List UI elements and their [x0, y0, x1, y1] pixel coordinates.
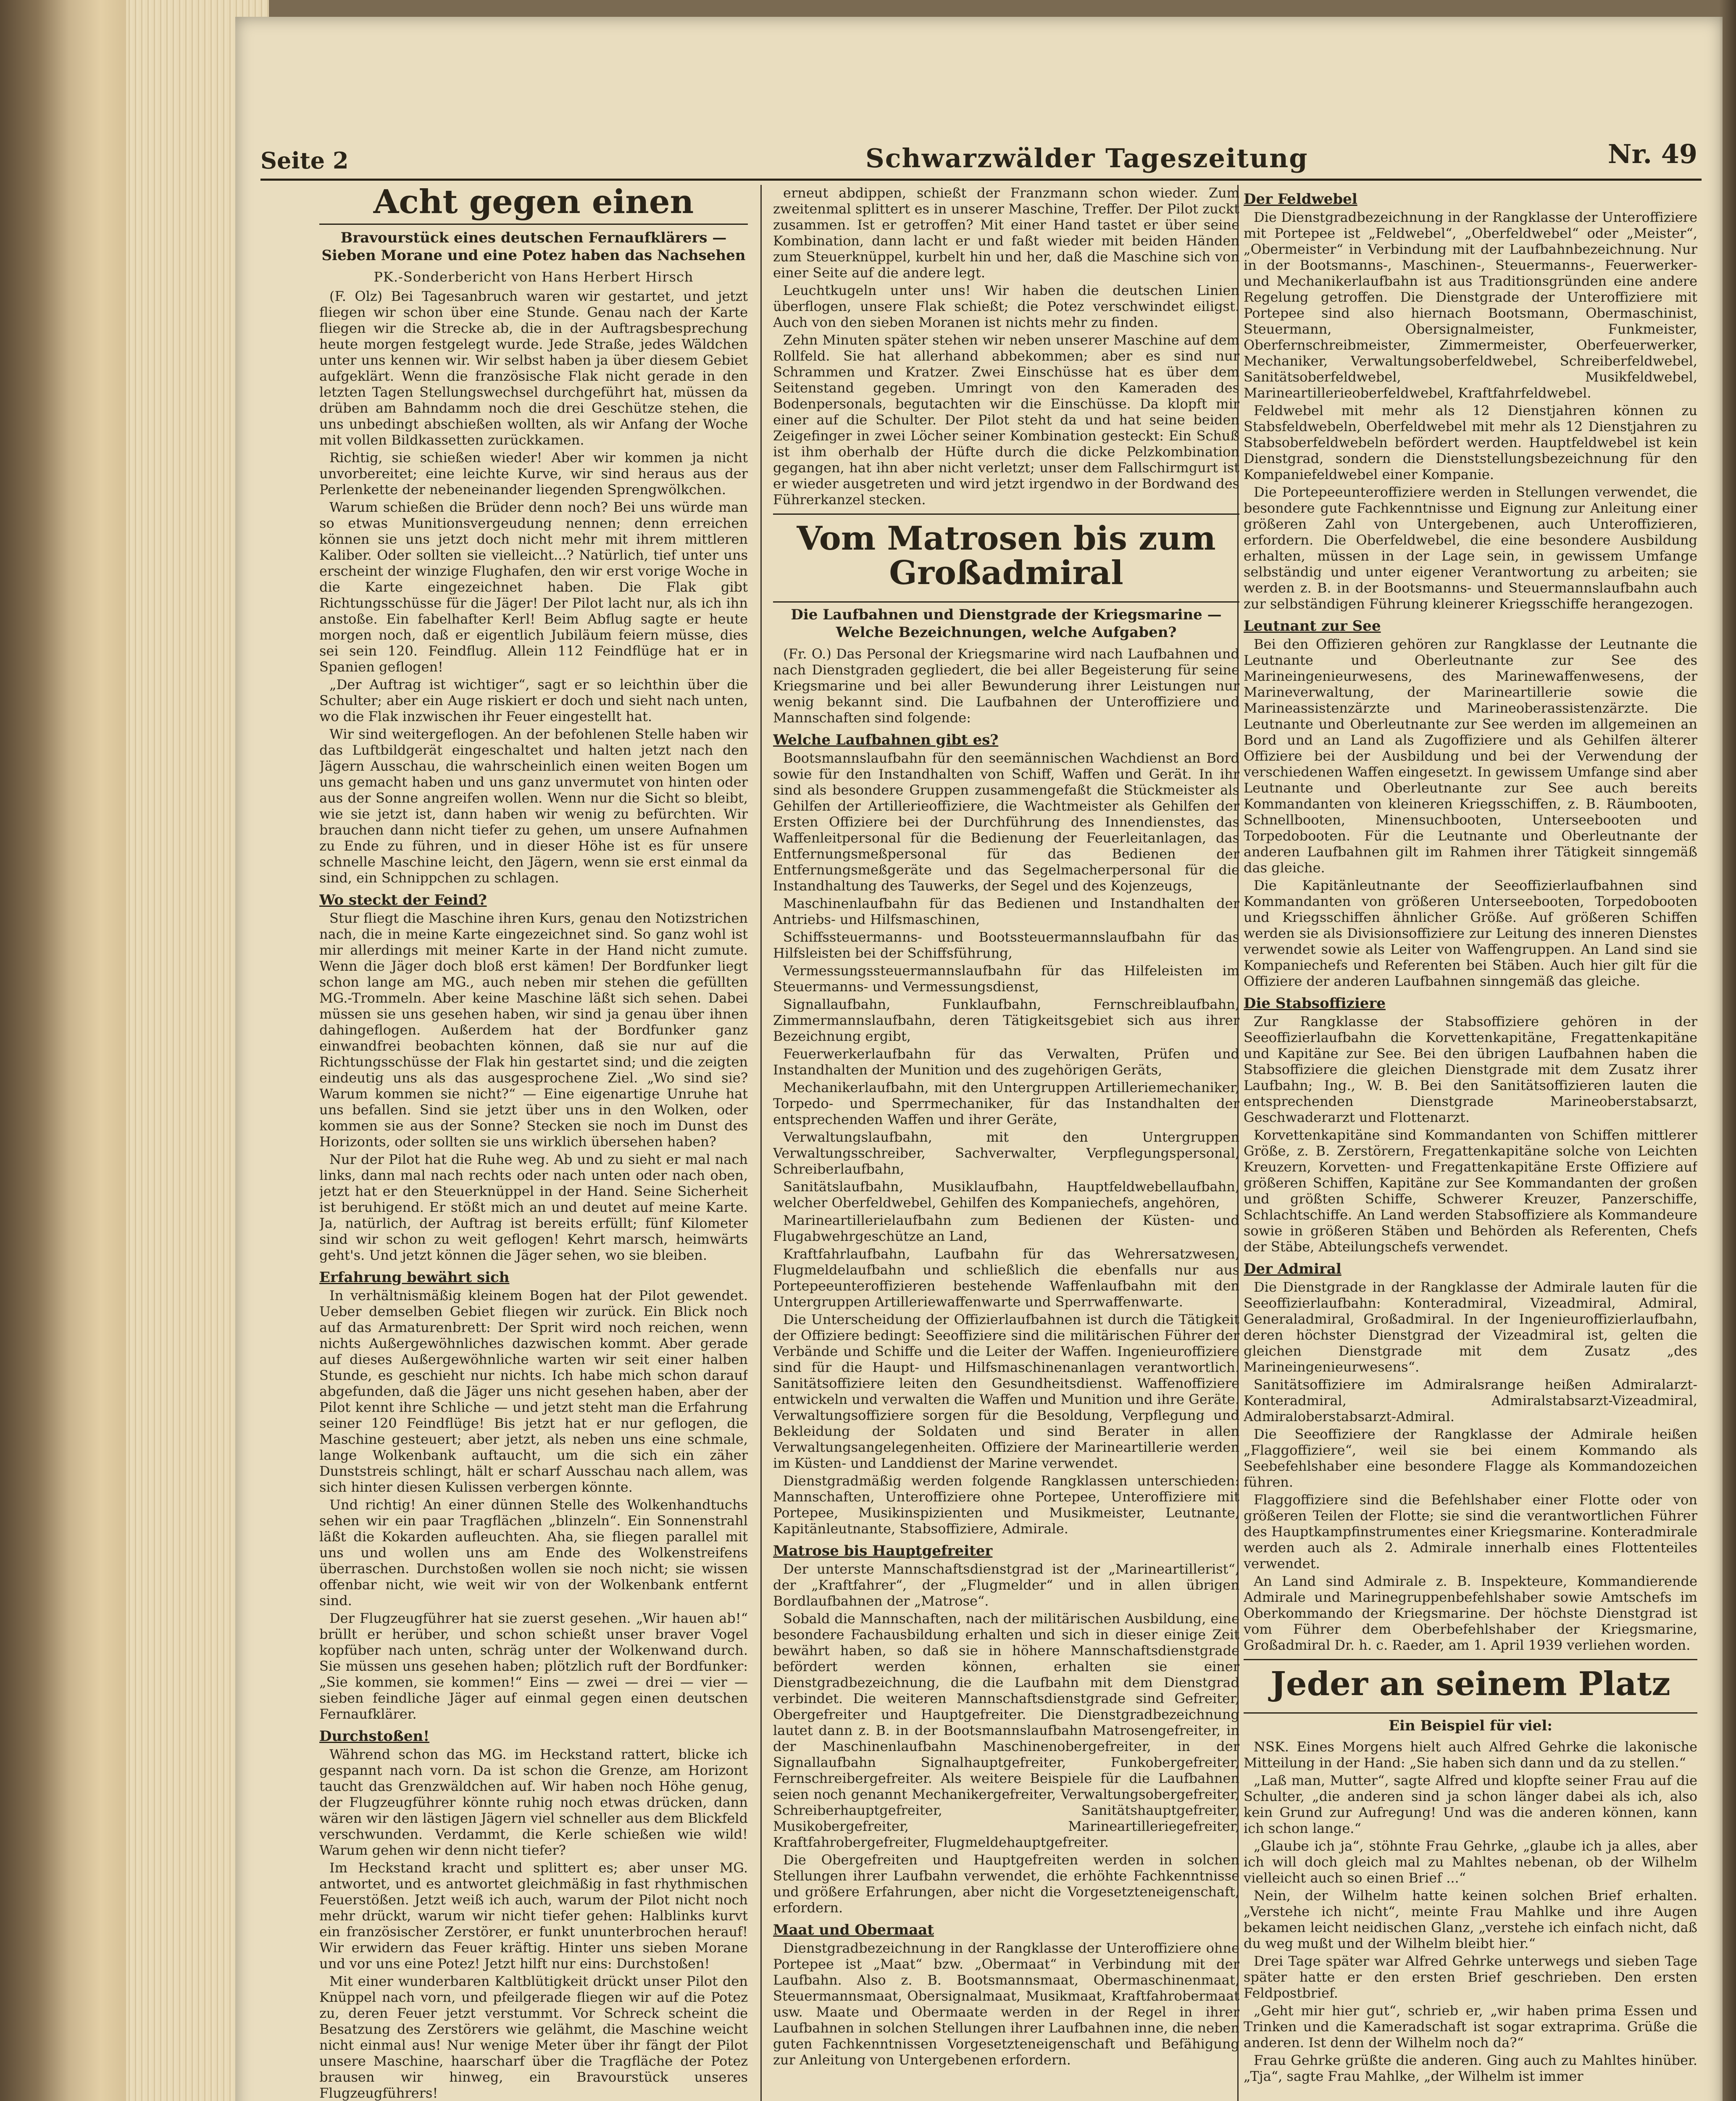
paragraph: Sanitätslaufbahn, Musiklaufbahn, Hauptfeldwebellaufbahn, welcher Oberfeldwebel, Gehilfen des Kompaniechefs, angehören,	[773, 1178, 1239, 1211]
paragraph: (F. Olz) Bei Tagesanbruch waren wir gestartet, und jetzt fliegen wir schon über eine Stunde. Genau nach der Karte fliegen wir die Strecke ab, die in der Auftragsbesprechung heute morgen festgelegt wurde. Jede Straße, jedes Wäldchen unter uns kennen wir. Wir selbst haben ja über diesem Gebiet aufgeklärt. Wenn die französische Flak nicht gerade in den letzten Tagen Stellungswechsel durchgeführt hat, müssen da drüben am Bahndamm noch die drei Geschütze stehen, die uns unbedingt abschießen wollten, als wir Anfang der Woche mit vollen Bildkassetten zurückkamen.	[319, 288, 748, 448]
paragraph: Die Kapitänleutnante der Seeoffizierlaufbahnen sind Kommandanten von größeren Unterseebooten, Torpedobooten und Kriegsschiffen ähnlicher Größe. Auf größeren Schiffen werden sie als Divisionsoffiziere zur Leitung des inneren Dienstes verwendet sowie als Leiter von Waffengruppen. An Land sind sie Kompaniechefs und Referenten bei Stäben. Auch hier gilt für die Offiziere der anderen Laufbahnen sinngemäß das gleiche.	[1244, 877, 1697, 989]
section-heading: Der Admiral	[1244, 1261, 1341, 1277]
page-header	[260, 139, 1714, 176]
header-rule	[260, 179, 1702, 181]
paragraph: Die Obergefreiten und Hauptgefreiten werden in solchen Stellungen ihrer Laufbahn verwendet, die erhöhte Fachkenntnisse und größere Erfahrungen, aber nicht die Vorgesetzteneigenschaft, erfordern.	[773, 1851, 1239, 1916]
paragraph: Der unterste Mannschaftsdienstgrad ist der „Marineartillerist“, der „Kraftfahrer“, der „Flugmelder“ und in allen übrigen Bordlaufbahnen der „Matrose“.	[773, 1561, 1239, 1609]
paragraph: Dienstgradbezeichnung in der Rangklasse der Unteroffiziere ohne Portepee ist „Maat“ bzw. „Obermaat“ in Verbindung mit der Laufbahn. Also z. B. Bootsmannsmaat, Obermaschinenmaat, Steuermannsmaat, Obersignalmaat, Musikmaat, Kraftfahrobermaat usw. Maate und Obermaate werden in der Regel in ihrer Laufbahnen in solchen Stellungen ihrer Laufbahnen inne, die neben guten Fachkenntnissen Vorgesetzteneigenschaft und Befähigung zur Anleitung von Untergebenen erfordern.	[773, 1940, 1239, 2068]
paragraph: Nur der Pilot hat die Ruhe weg. Ab und zu sieht er mal nach links, dann mal nach rechts oder nach unten oder nach oben, jetzt hat er den Steuerknüppel in der Hand. Seine Sicherheit ist beruhigend. Er stößt mich an und deutet auf meine Karte. Ja, natürlich, der Auftrag ist bereits erfüllt; fünf Kilometer sind wir schon zu weit geflogen! Kehrt marsch, heimwärts geht's. Und jetzt können die Jäger sehen, wo sie bleiben.	[319, 1151, 748, 1263]
paragraph: Richtig, sie schießen wieder! Aber wir kommen ja nicht unvorbereitet; eine leichte Kurve, wir sind heraus aus der Perlenkette der nebeneinander liegenden Sprengwölkchen.	[319, 449, 748, 498]
paragraph: „Laß man, Mutter“, sagte Alfred und klopfte seiner Frau auf die Schulter, „die anderen sind ja schon länger dabei als ich, also kein Grund zur Aufregung! Und was die anderen können, kann ich schon lange.“	[1244, 1772, 1697, 1837]
paragraph: Marineartillerielaufbahn zum Bedienen der Küsten- und Flugabwehrgeschütze an Land,	[773, 1212, 1239, 1244]
paragraph: Bei den Offizieren gehören zur Rangklasse der Leutnante die Leutnante und Oberleutnante zur See des Marineingenieurwesens, des Marinewaffenwesens, der Marineverwaltung, der Marineartillerie sowie die Marineassistenzärzte und Marineoberassistenzärzte. Die Leutnante und Oberleutnante zur See werden im allgemeinen an Bord und an Land als Zugoffiziere und als Gehilfen älterer Offiziere bei der Ausbildung und bei der Verwendung der verschiedenen Waffen eingesetzt. In gewissem Umfange sind aber Leutnante und Oberleutnante zur See auch bereits Kommandanten von kleineren Kriegsschiffen, z. B. Räumbooten, Schnellbooten, Minensuchbooten, Unterseebooten und Torpedobooten. Für die Leutnante und Oberleutnante der anderen Laufbahnen gilt im Rahmen ihrer Tätigkeit sinngemäß das gleiche.	[1244, 636, 1697, 876]
paragraph: Wir sind weitergeflogen. An der befohlenen Stelle haben wir das Luftbildgerät eingeschaltet und halten jetzt nach den Jägern Ausschau, die wahrscheinlich einen weiten Bogen um uns gemacht haben und uns ganz unvermutet von hinten oder aus der Sonne angreifen wollen. Wenn nur die Sicht so bleibt, wie sie jetzt ist, dann haben wir wenig zu befürchten. Wir brauchen dann nicht tiefer zu gehen, um unsere Aufnahmen zu Ende zu führen, und in dieser Höhe ist es für unsere schnelle Maschine leicht, den Jägern, wenn sie erst einmal da sind, ein Schnippchen zu schlagen.	[319, 726, 748, 886]
column-3	[1244, 185, 1697, 2101]
paragraph: NSK. Eines Morgens hielt auch Alfred Gehrke die lakonische Mitteilung in der Hand: „Sie haben sich dann und da zu stellen.“	[1244, 1739, 1697, 1771]
article-title: Jeder an seinem Platz	[1270, 1665, 1670, 1703]
paragraph: Verwaltungslaufbahn, mit den Untergruppen Verwaltungsschreiber, Sachverwalter, Verpflegungspersonal, Schreiberlaufbahn,	[773, 1129, 1239, 1177]
paragraph: „Geht mir hier gut“, schrieb er, „wir haben prima Essen und Trinken und die Kameradschaft ist sogar extraprima. Grüße die anderen. Ist denn der Wilhelm noch da?“	[1244, 2003, 1697, 2051]
paragraph: Frau Gehrke grüßte die anderen. Ging auch zu Mahltes hinüber. „Tja“, sagte Frau Mahlke, „der Wilhelm ist immer	[1244, 2052, 1697, 2085]
article-subtitle: Ein Beispiel für viel:	[1389, 1717, 1552, 1734]
paragraph: (Fr. O.) Das Personal der Kriegsmarine wird nach Laufbahnen und nach Dienstgraden gegliedert, die bei aller Begeisterung für seine Kriegsmarine und bei aller Bewunderung ihrer Leistungen nur wenig bekannt sind. Die Laufbahnen der Unteroffiziere und Mannschaften sind folgende:	[773, 645, 1239, 726]
paragraph: Die Unterscheidung der Offizierlaufbahnen ist durch die Tätigkeit der Offiziere bedingt: Seeoffiziere sind die militärischen Führer der Verbände und Schiffe und die Leiter der Waffen. Ingenieuroffiziere sind für die Haupt- und Hilfsmaschinenanlagen verantwortlich. Sanitätsoffiziere leiten den Gesundheitsdienst. Waffenoffiziere entwickeln und verwalten die Waffen und Munition und ihre Geräte. Verwaltungsoffiziere sorgen für die Besoldung, Verpflegung und Bekleidung der Soldaten und sind Berater in allen Verwaltungsangelegenheiten. Offiziere der Marineartillerie werden im Küsten- und Landdienst der Marine verwendet.	[773, 1311, 1239, 1471]
section-heading: Matrose bis Hauptgefreiter	[773, 1542, 993, 1559]
paragraph: Feuerwerkerlaufbahn für das Verwalten, Prüfen und Instandhalten der Munition und des zugehörigen Geräts,	[773, 1045, 1239, 1078]
paragraph: Die Dienstgrade in der Rangklasse der Admirale lauten für die Seeoffizierlaufbahn: Konteradmiral, Vizeadmiral, Admiral, Generaladmiral, Großadmiral. In der Ingenieuroffizierlaufbahn, deren höchster Dienstgrad der Vizeadmiral ist, gelten die gleichen Dienstgrade mit dem Zusatz „des Marineingenieurwesens“.	[1244, 1279, 1697, 1375]
paragraph: „Glaube ich ja“, stöhnte Frau Gehrke, „glaube ich ja alles, aber ich will doch gleich mal zu Mahltes nebenan, ob der Wilhelm vielleicht auch so einen Brief ...“	[1244, 1838, 1697, 1886]
article-title: Acht gegen einen	[373, 185, 694, 221]
paragraph: erneut abdippen, schießt der Franzmann schon wieder. Zum zweitenmal splittert es in unserer Maschine, Treffer. Der Pilot zuckt zusammen. Ist er getroffen? Mit einer Hand tastet er über seine Kombination, dann lacht er und faßt wieder mit beiden Händen zum Steuerknüppel, kurbelt hin und her, daß die Maschine sich von einer Seite auf die andere legt.	[773, 185, 1239, 281]
paragraph: Nein, der Wilhelm hatte keinen solchen Brief erhalten. „Verstehe ich nicht“, meinte Frau Mahlke und ihre Augen bekamen leicht neidischen Glanz, „verstehe ich einfach nicht, daß du weg mußt und der Wilhelm bleibt hier.“	[1244, 1888, 1697, 1952]
paragraph: Zehn Minuten später stehen wir neben unserer Maschine auf dem Rollfeld. Sie hat allerhand abbekommen; aber es sind nur Schrammen und Kratzer. Zwei Einschüsse hat es über dem Seitenstand gegeben. Umringt von den Kameraden des Bodenpersonals, begutachten wir die Einschüsse. Da klopft mir einer auf die Schulter. Der Pilot steht da und hat seine beiden Zeigefinger in zwei Löcher seiner Kombination gesteckt: Ein Schuß ist ihm oberhalb der Hüfte durch die dicke Pelzkombination gegangen, hat ihn aber nicht verletzt; unser dem Fallschirmgurt ist er wieder ausgetreten und wird jetzt irgendwo in der Bordwand des Führerkanzel stecken.	[773, 332, 1239, 508]
paragraph: Sobald die Mannschaften, nach der militärischen Ausbildung, eine besondere Fachausbildung erhalten und sich in dieser einige Zeit bewährt haben, so daß sie in höhere Mannschaftsdienstgrade befördert werden können, erhalten sie einer Dienstgradbezeichnung, die die Laufbahn mit dem Dienstgrad verbindet. Die weiteren Mannschaftsdienstgrade sind Gefreiter, Obergefreiter und Hauptgefreiter. Die Dienstgradbezeichnung lautet dann z. B. in der Bootsmannslaufbahn Matrosengefreiter, in der Maschinenlaufbahn Maschinenobergefreiter, in der Signallaufbahn Signalhauptgefreiter, Funkobergefreiter, Fernschreibergefreiter. Als weitere Beispiele für die Laufbahnen seien noch genannt Mechanikergefreiter, Verwaltungsobergefreiter, Schreiberhauptgefreiter, Sanitätshauptgefreiter, Musikobergefreiter, Marineartilleriegefreiter, Kraftfahrobergefreiter, Flugmeldehauptgefreiter.	[773, 1610, 1239, 1850]
section-heading: Maat und Obermaat	[773, 1921, 934, 1938]
title-rule	[319, 224, 748, 225]
article-subtitle: Die Laufbahnen und Dienstgrade der Kriegsmarine — Welche Bezeichnungen, welche Aufgaben?	[791, 606, 1222, 641]
paragraph: Maschinenlaufbahn für das Bedienen und Instandhalten der Antriebs- und Hilfsmaschinen,	[773, 895, 1239, 927]
column-1	[319, 185, 748, 2101]
paragraph: Sanitätsoffiziere im Admiralsrange heißen Admiralarzt-Konteradmiral, Admiralstabsarzt-Vizeadmiral, Admiraloberstabsarzt-Admiral.	[1244, 1377, 1697, 1424]
article-byline: PK.-Sonderbericht von Hans Herbert Hirsch	[374, 269, 694, 285]
paragraph: Leuchtkugeln unter uns! Wir haben die deutschen Linien überflogen, unsere Flak schießt; die Potez verschwindet eiligst. Auch von den sieben Moranen ist nichts mehr zu finden.	[773, 282, 1239, 330]
paragraph: Dienstgradmäßig werden folgende Rangklassen unterschieden: Mannschaften, Unteroffiziere ohne Portepee, Unteroffiziere mit Portepee, Musikinspizienten und Musikmeister, Leutnante, Kapitänleutnante, Stabsoffiziere, Admirale.	[773, 1472, 1239, 1537]
paragraph: Schiffssteuermanns- und Bootssteuermannslaufbahn für das Hilfsleisten bei der Schiffsführung,	[773, 929, 1239, 961]
column-2	[773, 185, 1239, 2101]
page-edge-shadow	[1719, 0, 1736, 2101]
paragraph: Drei Tage später war Alfred Gehrke unterwegs und sieben Tage später hatte er den ersten Brief geschrieben. Den ersten Feldpostbrief.	[1244, 1953, 1697, 2001]
paragraph: Signallaufbahn, Funklaufbahn, Fernschreiblaufbahn, Zimmermannslaufbahn, deren Tätigkeitsgebiet sich aus ihrer Bezeichnung ergibt,	[773, 996, 1239, 1044]
section-heading: Erfahrung bewährt sich	[319, 1269, 510, 1286]
section-heading: Welche Laufbahnen gibt es?	[773, 731, 999, 748]
paragraph: Mit einer wunderbaren Kaltblütigkeit drückt unser Pilot den Knüppel nach vorn, und pfeilgerade fliegen wir auf die Potez zu, deren Feuer jetzt verstummt. Vor Schreck scheint die Besatzung des Zerstörers wie gelähmt, die Maschine weicht nicht einmal aus! Nur wenige Meter über ihr fängt der Pilot unsere Maschine, haarscharf über die Tragfläche der Potez brausen wir hinweg, ein Bravourstück unseres Flugzeugführers!	[319, 1973, 748, 2101]
paragraph: An Land sind Admirale z. B. Inspekteure, Kommandierende Admirale und Marinegruppenbefehlshaber sowie Amtschefs im Oberkommando der Kriegsmarine. Der höchste Dienstgrad ist vom Führer dem Oberbefehlshaber der Kriegsmarine, Großadmiral Dr. h. c. Raeder, am 1. April 1939 verliehen worden.	[1244, 1573, 1697, 1653]
newspaper-name: Schwarzwälder Tageszeitung	[865, 143, 1308, 174]
page-number: Seite 2	[260, 147, 349, 174]
paragraph: Vermessungssteuermannslaufbahn für das Hilfeleisten im Steuermanns- und Vermessungsdienst,	[773, 962, 1239, 995]
article-header-box	[1244, 1659, 1697, 1714]
article-title: Vom Matrosen bis zum Großadmiral	[797, 519, 1216, 592]
paragraph: Die Portepeeunteroffiziere werden in Stellungen verwendet, die besondere gute Fachkenntnisse und Eignung zur Anleitung einer größeren Zahl von Untergebenen, auch Unteroffizieren, erfordern. Die Oberfeldwebel, die eine besondere Ausbildung erhalten, müssen in der Lage sein, in gewissem Umfange selbständig und unter eigener Verantwortung zu arbeiten; sie werden z. B. in der Bootsmanns- und Steuermannslaufbahn auch zur selbständigen Führung kleinerer Kriegsschiffe herangezogen.	[1244, 484, 1697, 612]
paragraph: Der Flugzeugführer hat sie zuerst gesehen. „Wir hauen ab!“ brüllt er herüber, und schon schießt unser braver Vogel kopfüber nach unten, schräg unter der Wolkenwand durch. Sie müssen uns gesehen haben; plötzlich ruft der Bordfunker: „Sie kommen, sie kommen!“ Eins — zwei — drei — vier — sieben feindliche Jäger auf einmal gegen einen deutschen Fernaufklärer.	[319, 1610, 748, 1722]
section-heading: Die Stabsoffiziere	[1244, 995, 1386, 1012]
paragraph: Und richtig! An einer dünnen Stelle des Wolkenhandtuchs sehen wir ein paar Tragflächen „blinzeln“. Ein Sonnenstrahl läßt die Kokarden aufleuchten. Aha, sie fliegen parallel mit uns und wollen uns am Ende des Wolkenstreifens überraschen. Durchstoßen wollen sie noch nicht; sie wissen offenbar nicht, wie weit wir von der Wolkenbank entfernt sind.	[319, 1496, 748, 1609]
section-heading: Wo steckt der Feind?	[319, 891, 487, 908]
paragraph: Stur fliegt die Maschine ihren Kurs, genau den Notizstrichen nach, die in meine Karte eingezeichnet sind. So ganz wohl ist mir allerdings mit meiner Karte in der Hand nicht zumute. Wenn die Jäger doch bloß erst kämen! Der Bordfunker liegt schon lange am MG., auch neben mir stehen die gefüllten MG.-Trommeln. Aber keine Maschine läßt sich sehen. Dabei müssen sie uns gesehen haben, wir sind ja genau über ihnen dahingeflogen. Außerdem hat der Bordfunker ganz einwandfrei beobachten können, daß sie nur auf die Richtungsschüsse der Flak hin gestartet sind; und die zeigten eindeutig uns als das ausgesprochene Ziel. „Wo sind sie? Warum kommen sie nicht?“ — Eine eigenartige Unruhe hat uns befallen. Sind sie jetzt über uns in den Wolken, oder kommen sie aus der Sonne? Stecken sie noch im Dunst des Horizonts, oder sollten sie uns wirklich übersehen haben?	[319, 910, 748, 1150]
article-subtitle: Bravourstück eines deutschen Fernaufklärers — Sieben Morane und eine Potez haben das Nachsehen	[321, 229, 746, 264]
paragraph: Korvettenkapitäne sind Kommandanten von Schiffen mittlerer Größe, z. B. Zerstörern, Fregattenkapitäne solche von Leichten Kreuzern, Korvetten- und Fregattenkapitäne Erste Offiziere auf größeren Schiffen, Kapitäne zur See Kommandanten der großen und größten Schiffe, Schwerer Kreuzer, Panzerschiffe, Schlachtschiffe. An Land werden Stabsoffiziere als Kommandeure sowie in größeren Stäben und Behörden als Referenten, Chefs der Stäbe, Abteilungschefs verwendet.	[1244, 1127, 1697, 1255]
paragraph: Feldwebel mit mehr als 12 Dienstjahren können zu Stabsfeldwebeln, Oberfeldwebel mit mehr als 12 Dienstjahren zu Stabsoberfeldwebeln befördert werden. Hauptfeldwebel ist kein Dienstgrad, sondern die Dienststellungsbezeichnung für den Kompaniefeldwebel einer Kompanie.	[1244, 403, 1697, 482]
paragraph: Kraftfahrlaufbahn, Laufbahn für das Wehrersatzwesen, Flugmeldelaufbahn und schließlich die ebenfalls nur aus Portepeeunteroffizieren bestehende Waffenlaufbahn mit den Untergruppen Artilleriewaffenwarte und Sperrwaffenwarte.	[773, 1245, 1239, 1310]
paragraph: Während schon das MG. im Heckstand rattert, blicke ich gespannt nach vorn. Da ist schon die Grenze, am Horizont taucht das Grenzwäldchen auf. Wir haben noch Höhe genug, der Flugzeugführer könnte ruhig noch etwas drücken, dann wären wir den lästigen Jägern viel schneller aus dem Blickfeld verschwunden. Verdammt, die Kerle schießen wie wild! Warum gehen wir denn nicht tiefer?	[319, 1746, 748, 1858]
column-divider	[760, 185, 762, 2101]
paragraph: Mechanikerlaufbahn, mit den Untergruppen Artilleriemechaniker, Torpedo- und Sperrmechaniker, für das Instandhalten der entsprechenden Waffen und ihrer Geräte,	[773, 1079, 1239, 1127]
paragraph: Warum schießen die Brüder denn noch? Bei uns würde man so etwas Munitionsvergeudung nennen; denn erreichen können sie uns jetzt doch nicht mehr mit ihrem mittleren Kaliber. Oder sollten sie vielleicht...? Natürlich, tief unter uns erscheint der winzige Flughafen, den wir erst vorige Woche in die Karte eingezeichnet haben. Die Flak gibt Richtungsschüsse für die Jäger! Der Pilot lacht nur, als ich ihn anstoße. Ein fabelhafter Kerl! Beim Abflug sagte er heute morgen noch, daß er eigentlich Jubiläum feiern müsse, dies sei sein 120. Feindflug. Allein 112 Feindflüge hat er in Spanien geflogen!	[319, 499, 748, 675]
paragraph: Die Seeoffiziere der Rangklasse der Admirale heißen „Flaggoffiziere“, weil sie bei einem Kommando als Seebefehlshaber eine besondere Flagge als Kommandozeichen führen.	[1244, 1426, 1697, 1490]
paragraph: Im Heckstand kracht und splittert es; aber unser MG. antwortet, und es antwortet gleichmäßig in fast rhythmischen Feuerstößen. Jetzt weiß ich auch, warum der Pilot nicht noch mehr drückt, warum wir nicht tiefer gehen: Halblinks kurvt ein französischer Zerstörer, er funkt ununterbrochen herauf! Wir erwidern das Feuer kräftig. Hinter uns sieben Morane und vor uns eine Potez! Jetzt hilft nur eins: Durchstoßen!	[319, 1859, 748, 1972]
paragraph: „Der Auftrag ist wichtiger“, sagt er so leichthin über die Schulter; aber ein Auge riskiert er doch und sieht nach unten, wo die Flak inzwischen ihr Feuer eingestellt hat.	[319, 676, 748, 724]
paragraph: Zur Rangklasse der Stabsoffiziere gehören in der Seeoffizierlaufbahn die Korvettenkapitäne, Fregattenkapitäne und Kapitäne zur See. Bei den übrigen Laufbahnen haben die Stabsoffiziere die gleichen Dienstgrade mit dem Zusatz ihrer Laufbahn; Ing., W. B. Bei den Sanitätsoffizieren lauten die entsprechenden Dienstgrade Marineoberstabsarzt, Geschwaderarzt und Flottenarzt.	[1244, 1014, 1697, 1125]
book-binding	[0, 0, 126, 2101]
section-heading: Durchstoßen!	[319, 1727, 430, 1745]
paragraph: Flaggoffiziere sind die Befehlshaber einer Flotte oder von größeren Teilen der Flotte; sie sind die verantwortlichen Führer des Hauptkampfinstrumentes einer Kriegsmarine. Konteradmirale werden auch als 2. Admirale innerhalb eines Flottenteiles verwendet.	[1244, 1492, 1697, 1572]
paragraph: Bootsmannslaufbahn für den seemännischen Wachdienst an Bord sowie für den Instandhalten von Schiff, Waffen und Gerät. In ihr sind als besondere Gruppen zusammengefaßt die Stückmeister als Gehilfen der Artillerieoffiziere, die Wachtmeister als Gehilfen der Ersten Offiziere bei der Durchführung des Innendienstes, das Waffenleitpersonal für die Bedienung der Feuerleitanlagen, das Entfernungsmeßpersonal für das Bedienen der Entfernungsmeßgeräte und das Segelmacherpersonal für die Instandhaltung des Tauwerks, der Segel und des Kojenzeugs,	[773, 750, 1239, 894]
article-header-box	[773, 513, 1239, 603]
paragraph: In verhältnismäßig kleinem Bogen hat der Pilot gewendet. Ueber demselben Gebiet fliegen wir zurück. Ein Blick noch auf das Armaturenbrett: Der Sprit wird noch reichen, wenn nichts Außergewöhnliches dazwischen kommt. Aber gerade auf dieses Außergewöhnliche warten wir seit einer halben Stunde, es geschieht nur nichts. Ich habe mich schon darauf abgefunden, daß die Jäger uns nicht gesehen haben, aber der Pilot kennt ihre Schliche — und jetzt steht man die Erfahrung seiner 120 Feindflüge! Bis jetzt hat er nur geflogen, die Maschine gesteuert; aber jetzt, als neben uns eine schmale, lange Wolkenbank auftaucht, um die sich ein zäher Dunststreis schlingt, hält er scharf Ausschau nach allem, was sich hinter diesen Kulissen verbergen könnte.	[319, 1287, 748, 1495]
section-heading: Leutnant zur See	[1244, 618, 1381, 635]
paragraph: Die Dienstgradbezeichnung in der Rangklasse der Unteroffiziere mit Portepee ist „Feldwebel“, „Oberfeldwebel“ oder „Meister“, „Obermeister“ in Verbindung mit der Laufbahnbezeichnung. Nur in der Bootsmanns-, Maschinen-, Steuermanns-, Feuerwerker- und Mechanikerlaufbahn ist aus Traditionsgründen eine andere Regelung getroffen. Die Dienstgrade der Unteroffiziere mit Portepee sind also hiernach Bootsmann, Obermaschinist, Steuermann, Obersignalmeister, Funkmeister, Oberfernschreibmeister, Zimmermeister, Oberfeuerwerker, Mechaniker, Verwaltungsoberfeldwebel, Schreiberfeldwebel, Sanitätsoberfeldwebel, Musikfeldwebel, Marineartillerieoberfeldwebel, Kraftfahrfeldwebel.	[1244, 209, 1697, 401]
issue-number: Nr. 49	[1607, 139, 1697, 169]
section-heading: Der Feldwebel	[1244, 191, 1357, 208]
